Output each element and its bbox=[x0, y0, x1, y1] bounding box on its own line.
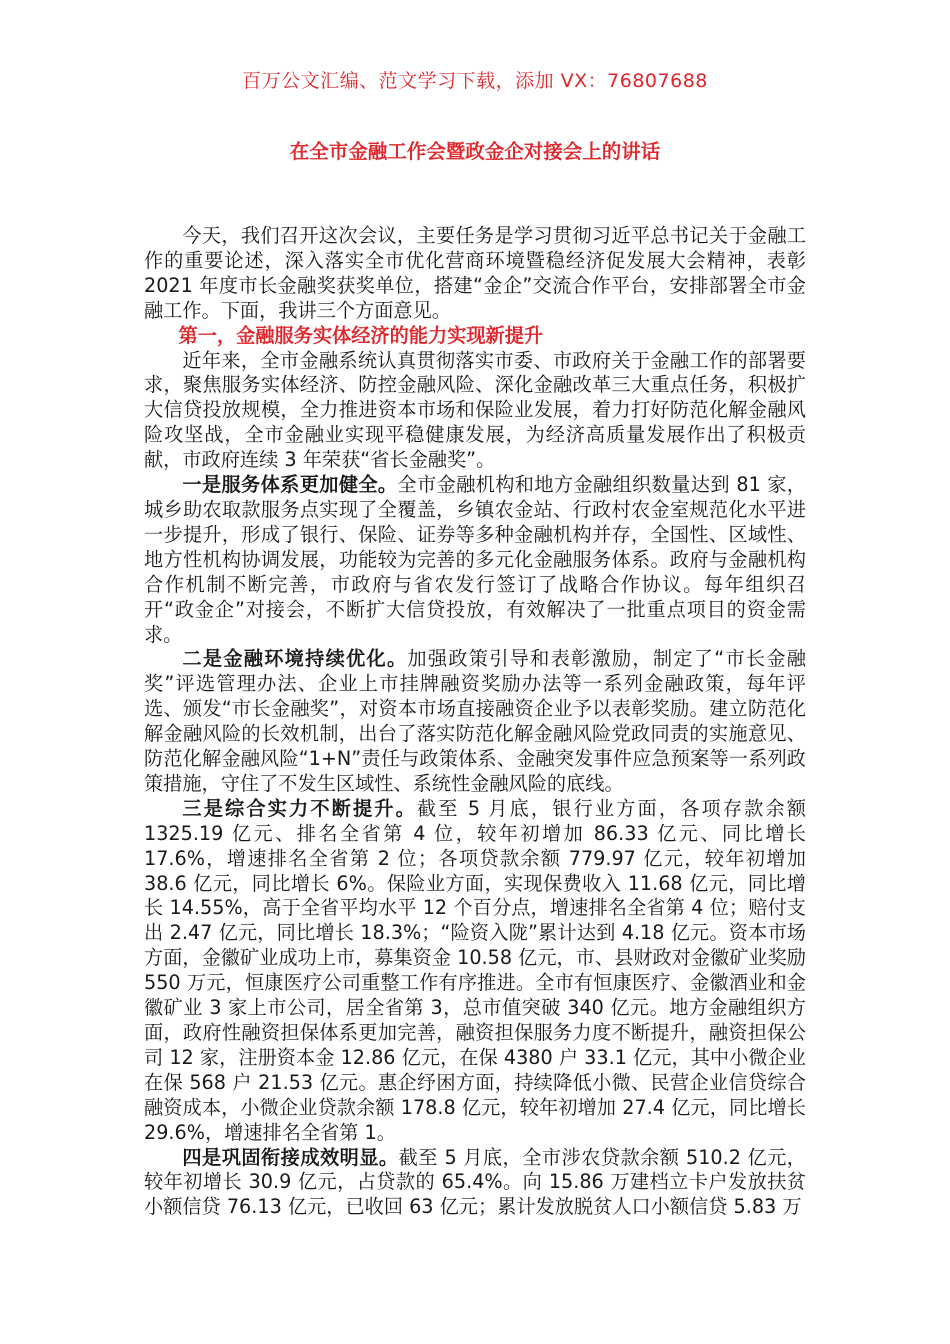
paragraph bbox=[144, 797, 806, 1146]
paragraph-text: 加强政策引导和表彰激励，制定了“市长金融奖”评选管理办法、企业上市挂牌融资奖励办法等一系列金融政策，每年评选、颁发“市长金融奖”，对资本市场直接融资企业予以表彰奖励。建立防范化解金融风险的长效机制，出台了落实防范化解金融风险党政同责的实施意见、防范化解金融风险“1+N”责任与政策体系、金融突发事件应急预案等一系列政策措施，守住了不发生区域性、系统性金融风险的底线。 bbox=[144, 647, 806, 795]
paragraph bbox=[144, 349, 806, 474]
document-body bbox=[144, 224, 806, 1220]
paragraph bbox=[144, 1146, 806, 1221]
paragraph-text: 截至 5 月底，全市涉农贷款余额 510.2 亿元，较年初增长 30.9 亿元，占贷款的 65.4%。向 15.86 万建档立卡户发放扶贫小额信贷 76.13 亿元，已收回 63 亿元；累计发放脱贫人口小额信贷 5.83 万 bbox=[144, 1145, 806, 1219]
paragraph-lead: 三是综合实力不断提升。 bbox=[182, 796, 417, 820]
paragraph-lead: 四是巩固衔接成效明显。 bbox=[182, 1145, 399, 1169]
paragraph-lead: 二是金融环境持续优化。 bbox=[182, 647, 408, 671]
paragraph-intro bbox=[144, 224, 806, 324]
section-heading: 第一，金融服务实体经济的能力实现新提升 bbox=[178, 323, 544, 347]
paragraph-lead: 一是服务体系更加健全。 bbox=[182, 473, 398, 497]
paragraph bbox=[144, 647, 806, 796]
paragraph-text: 近年来，全市金融系统认真贯彻落实市委、市政府关于金融工作的部署要求，聚焦服务实体经济、防控金融风险、深化金融改革三大重点任务，积极扩大信贷投放规模，全力推进资本市场和保险业发展，着力打好防范化解金融风险攻坚战，全市金融业实现平稳健康发展，为经济高质量发展作出了积极贡献，市政府连续 3 年荣获“省长金融奖”。 bbox=[144, 348, 806, 472]
watermark-header: 百万公文汇编、范文学习下载，添加 VX：76807688 bbox=[242, 70, 708, 92]
paragraph-text: 截至 5 月底，银行业方面，各项存款余额 1325.19 亿元、排名全省第 4 位，较年初增加 86.33 亿元、同比增长 17.6%，增速排名全省第 2 位；各项贷款余额 779.97 亿元，较年初增加 38.6 亿元，同比增长 6%。保险业方面，实现保费收入 11.68 亿元，同比增长 14.55%，高于全省平均水平 12 个百分点，增速排名全省第 4 位；赔付支出 2.47 亿元，同比增长 18.3%；“险资入陇”累计达到 4.18 亿元。资本市场方面，金徽矿业成功上市，募集资金 10.58 亿元，市、县财政对金徽矿业奖励 550 万元，恒康医疗公司重整工作有序推进。全市有恒康医疗、金徽酒业和金徽矿业 3 家上市公司，居全省第 3，总市值突破 340 亿元。地方金融组织方面，政府性融资担保体系更加完善，融资担保服务力度不断提升，融资担保公司 12 家，注册资本金 12.86 亿元，在保 4380 户 33.1 亿元，其中小微企业在保 568 户 21.53 亿元。惠企纾困方面，持续降低小微、民营企业信贷综合融资成本，小微企业贷款余额 178.8 亿元，较年初增加 27.4 亿元，同比增长 29.6%，增速排名全省第 1。 bbox=[144, 796, 806, 1144]
document-title: 在全市金融工作会暨政金企对接会上的讲话 bbox=[289, 140, 661, 163]
paragraph bbox=[144, 473, 806, 647]
paragraph-text: 今天，我们召开这次会议，主要任务是学习贯彻习近平总书记关于金融工作的重要论述，深入落实全市优化营商环境暨稳经济促发展大会精神，表彰 2021 年度市长金融奖获奖单位，搭建“金企”交流合作平台，安排部署全市金融工作。下面，我讲三个方面意见。 bbox=[144, 224, 806, 322]
paragraph-text: 全市金融机构和地方金融组织数量达到 81 家，城乡助农取款服务点实现了全覆盖，乡镇农金站、行政村农金室规范化水平进一步提升，形成了银行、保险、证券等多种金融机构并存，全国性、区域性、地方性机构协调发展，功能较为完善的多元化金融服务体系。政府与金融机构合作机制不断完善，市政府与省农发行签订了战略合作协议。每年组织召开“政金企”对接会，不断扩大信贷投放，有效解决了一批重点项目的资金需求。 bbox=[144, 473, 806, 646]
